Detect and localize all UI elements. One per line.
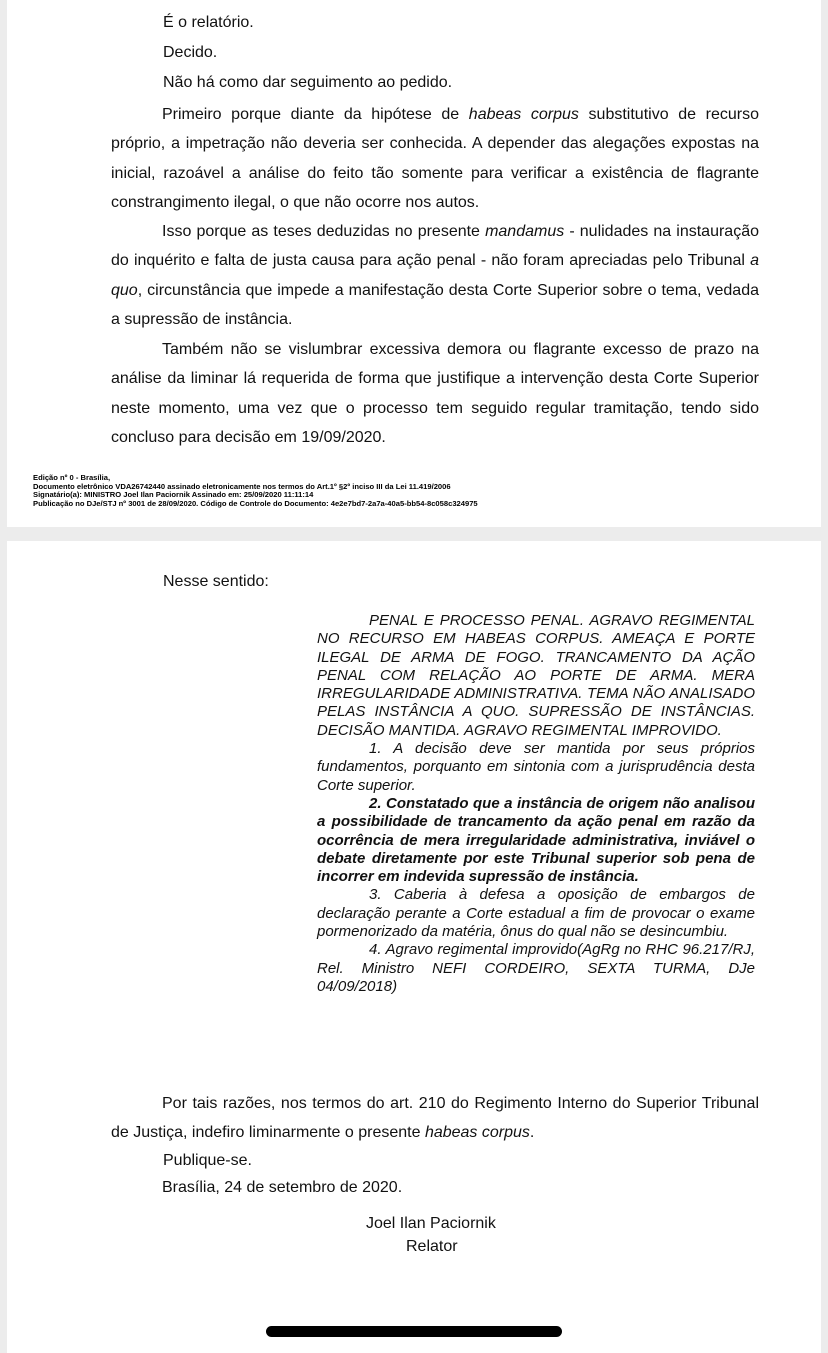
date-place: Brasília, 24 de setembro de 2020. — [162, 1179, 403, 1196]
footer-line: Publicação no DJe/STJ nº 3001 de 28/09/2020. Código de Controle do Documento: 4e2e7bd7-2a7a-40a5-bb54-8c058c324975 — [33, 498, 478, 508]
paragraph-primeiro — [111, 100, 759, 217]
ementa-item-2: 2. Constatado que a instância de origem não analisou a possibilidade de trancamento da ação penal em razão da ocorrência de mera irregularidade administrativa, inviável o debate diretamente por este Tribunal superior sob pena de incorrer em indevida supressão de instância. — [317, 794, 755, 886]
text-run: . — [529, 1124, 535, 1142]
footer-line: Signatário(a): MINISTRO Joel Ilan Paciornik Assinado em: 25/09/2020 11:11:14 — [33, 490, 314, 500]
text-run: - nulidades na instauração do inquérito e falta de justa causa para ação penal - não foram apreciadas pelo Tribunal — [111, 223, 760, 270]
paragraph-tambem: Também não se vislumbrar excessiva demora ou flagrante excesso de prazo na análise da liminar lá requerida de forma que justifique a intervenção desta Corte Superior neste momento, uma vez que o processo tem seguido regular tramitação, tendo sido concluso para decisão em 19/09/2020. — [111, 341, 759, 446]
document-page-2 — [7, 541, 821, 1353]
signer-name: Joel Ilan Paciornik — [366, 1215, 496, 1232]
text-run: Primeiro porque diante da hipótese de — [162, 106, 469, 123]
footer-line: Documento eletrônico VDA26742440 assinado eletronicamente nos termos do Art.1º §2º inciso III da Lei 11.419/2006 — [33, 481, 451, 491]
paragraph-por-tais-razoes — [111, 1089, 759, 1148]
text-run: substitutivo de recurso próprio, a impetração não deveria ser conhecida. A depender das alegações expostas na inicial, razoável a análise do feito tão somente para verificar a existência de flagrante constrangimento ilegal, o que não ocorre nos autos. — [111, 106, 759, 211]
italic-term: habeas corpus — [468, 106, 579, 123]
ementa-item-3: 3. Caberia à defesa a oposição de embargos de declaração perante a Corte estadual a fim de provocar o exame pormenorizado da matéria, ônus do qual não se desincumbiu. — [317, 886, 755, 941]
paragraph-relatorio: É o relatório. — [163, 14, 254, 31]
footer-line: Edição nº 0 - Brasília, — [33, 473, 111, 482]
italic-term: habeas corpus — [424, 1124, 530, 1142]
paragraph-nao-ha: Não há como dar seguimento ao pedido. — [163, 74, 453, 91]
ementa-item-1: 1. A decisão deve ser mantida por seus próprios fundamentos, porquanto em sintonia com a jurisprudência desta Corte superior. — [317, 740, 755, 794]
paragraph-decido: Decido. — [163, 44, 218, 61]
paragraph-isso-porque — [111, 217, 759, 334]
ementa-header: PENAL E PROCESSO PENAL. AGRAVO REGIMENTAL NO RECURSO EM HABEAS CORPUS. AMEAÇA E PORTE ILEGAL DE ARMA DE FOGO. TRANCAMENTO DA AÇÃO PENAL COM RELAÇÃO AO PORTE DE ARMA. MERA IRREGULARIDADE ADMINISTRATIVA. TEMA NÃO ANALISADO PELAS INSTÂNCIA A QUO. SUPRESSÃO DE INSTÂNCIAS. DECISÃO MANTIDA. AGRAVO REGIMENTAL IMPROVIDO. — [317, 612, 755, 739]
text-run: Isso porque as teses deduzidas no presente — [162, 223, 486, 240]
text-run: Por tais razões, nos termos do art. 210 do Regimento Interno do Superior Tribunal de Justiça, indefiro liminarmente o presente — [111, 1095, 759, 1142]
document-page-1 — [7, 0, 821, 527]
home-indicator[interactable] — [266, 1326, 562, 1337]
publication-footer — [33, 474, 478, 508]
text-run: , circunstância que impede a manifestação desta Corte Superior sobre o tema, vedada a supressão de instância. — [111, 281, 759, 328]
ementa-item-4: 4. Agravo regimental improvido(AgRg no RHC 96.217/RJ, Rel. Ministro NEFI CORDEIRO, SEXTA TURMA, DJe 04/09/2018) — [317, 941, 755, 995]
italic-term: a quo — [111, 252, 759, 299]
italic-term: mandamus — [485, 223, 565, 240]
paragraph-nesse-sentido: Nesse sentido: — [163, 573, 269, 590]
paragraph-publique-se: Publique-se. — [163, 1152, 252, 1169]
signer-role: Relator — [406, 1238, 458, 1255]
jurisprudence-quote — [317, 612, 755, 996]
